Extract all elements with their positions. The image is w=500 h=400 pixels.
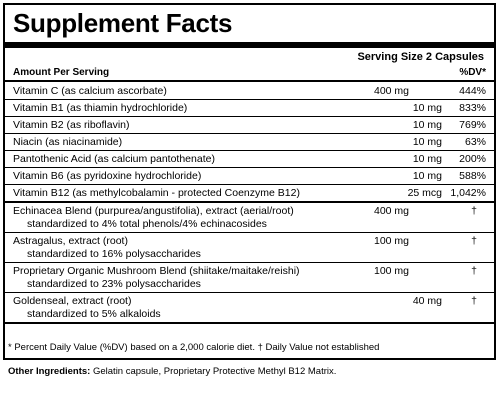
- table-row: [5, 134, 494, 151]
- header-divider: [5, 80, 494, 82]
- nutrient-amount: 400 mg: [374, 85, 410, 97]
- title-divider: [5, 42, 494, 48]
- footnote: * Percent Daily Value (%DV) based on a 2,000 calorie diet. † Daily Value not established: [8, 342, 380, 353]
- nutrient-dv: 833%: [459, 102, 486, 114]
- nutrient-dv: 200%: [459, 153, 486, 165]
- dv-header: %DV*: [459, 67, 486, 78]
- ingredient-standardization: standardized to 23% polysaccharides: [27, 278, 201, 290]
- ingredient-name: [13, 205, 374, 231]
- nutrient-amount: 10 mg: [412, 153, 442, 165]
- supplement-facts-panel: [3, 3, 496, 360]
- nutrient-name: Niacin (as niacinamide): [13, 136, 123, 148]
- ingredient-amount: 400 mg: [374, 205, 410, 217]
- nutrient-dv: 769%: [459, 119, 486, 131]
- other-ingredients-label: Other Ingredients:: [8, 366, 91, 377]
- nutrient-table: [5, 83, 494, 324]
- ingredient-name: [13, 265, 374, 291]
- nutrient-dv: 63%: [464, 136, 486, 148]
- nutrient-amount: 10 mg: [412, 119, 442, 131]
- ingredient-title: Goldenseal, extract (root): [13, 295, 132, 307]
- nutrient-name: Vitamin B2 (as riboflavin): [13, 119, 130, 131]
- nutrient-name: Vitamin B6 (as pyridoxine hydrochloride): [13, 170, 202, 182]
- ingredient-dv: †: [471, 265, 477, 277]
- ingredient-dv: †: [471, 235, 477, 247]
- ingredient-amount: 100 mg: [374, 235, 410, 247]
- nutrient-dv: 1,042%: [450, 187, 486, 199]
- ingredient-dv: †: [471, 295, 477, 307]
- ingredient-title: Astragalus, extract (root): [13, 235, 128, 247]
- ingredient-standardization: standardized to 5% alkaloids: [27, 308, 161, 320]
- nutrient-dv: 444%: [459, 85, 486, 97]
- nutrient-amount: 10 mg: [412, 170, 442, 182]
- ingredient-amount: 100 mg: [374, 265, 410, 277]
- ingredient-dv: †: [471, 205, 477, 217]
- nutrient-name: Vitamin B12 (as methylcobalamin - protected Coenzyme B12): [13, 187, 300, 199]
- nutrient-name: Pantothenic Acid (as calcium pantothenate): [13, 153, 215, 165]
- panel-title: Supplement Facts: [13, 8, 233, 38]
- other-ingredients: [8, 366, 336, 378]
- table-row: [5, 151, 494, 168]
- nutrient-name: Vitamin B1 (as thiamin hydrochloride): [13, 102, 188, 114]
- other-ingredients-text: Gelatin capsule, Proprietary Protective Methyl B12 Matrix.: [92, 366, 337, 377]
- ingredient-name: [13, 235, 374, 261]
- table-row: [5, 263, 494, 293]
- table-row: [5, 233, 494, 263]
- ingredient-title: Proprietary Organic Mushroom Blend (shiitake/maitake/reishi): [13, 265, 300, 277]
- table-row: [5, 83, 494, 100]
- ingredient-standardization: standardized to 16% polysaccharides: [27, 248, 201, 260]
- table-row: [5, 117, 494, 134]
- serving-size: Serving Size 2 Capsules: [357, 51, 484, 63]
- ingredient-amount: 40 mg: [412, 295, 442, 307]
- nutrient-amount: 10 mg: [412, 136, 442, 148]
- table-row: [5, 293, 494, 324]
- amount-per-serving-header: Amount Per Serving: [13, 67, 110, 78]
- table-row: [5, 185, 494, 203]
- nutrient-amount: 25 mcg: [407, 187, 442, 199]
- nutrient-dv: 588%: [459, 170, 486, 182]
- ingredient-standardization: standardized to 4% total phenols/4% echinacosides: [27, 218, 267, 230]
- ingredient-title: Echinacea Blend (purpurea/angustifolia), extract (aerial/root): [13, 205, 294, 217]
- table-row: [5, 168, 494, 185]
- table-row: [5, 203, 494, 233]
- ingredient-name: [13, 295, 374, 321]
- nutrient-amount: 10 mg: [412, 102, 442, 114]
- nutrient-name: Vitamin C (as calcium ascorbate): [13, 85, 167, 97]
- table-row: [5, 100, 494, 117]
